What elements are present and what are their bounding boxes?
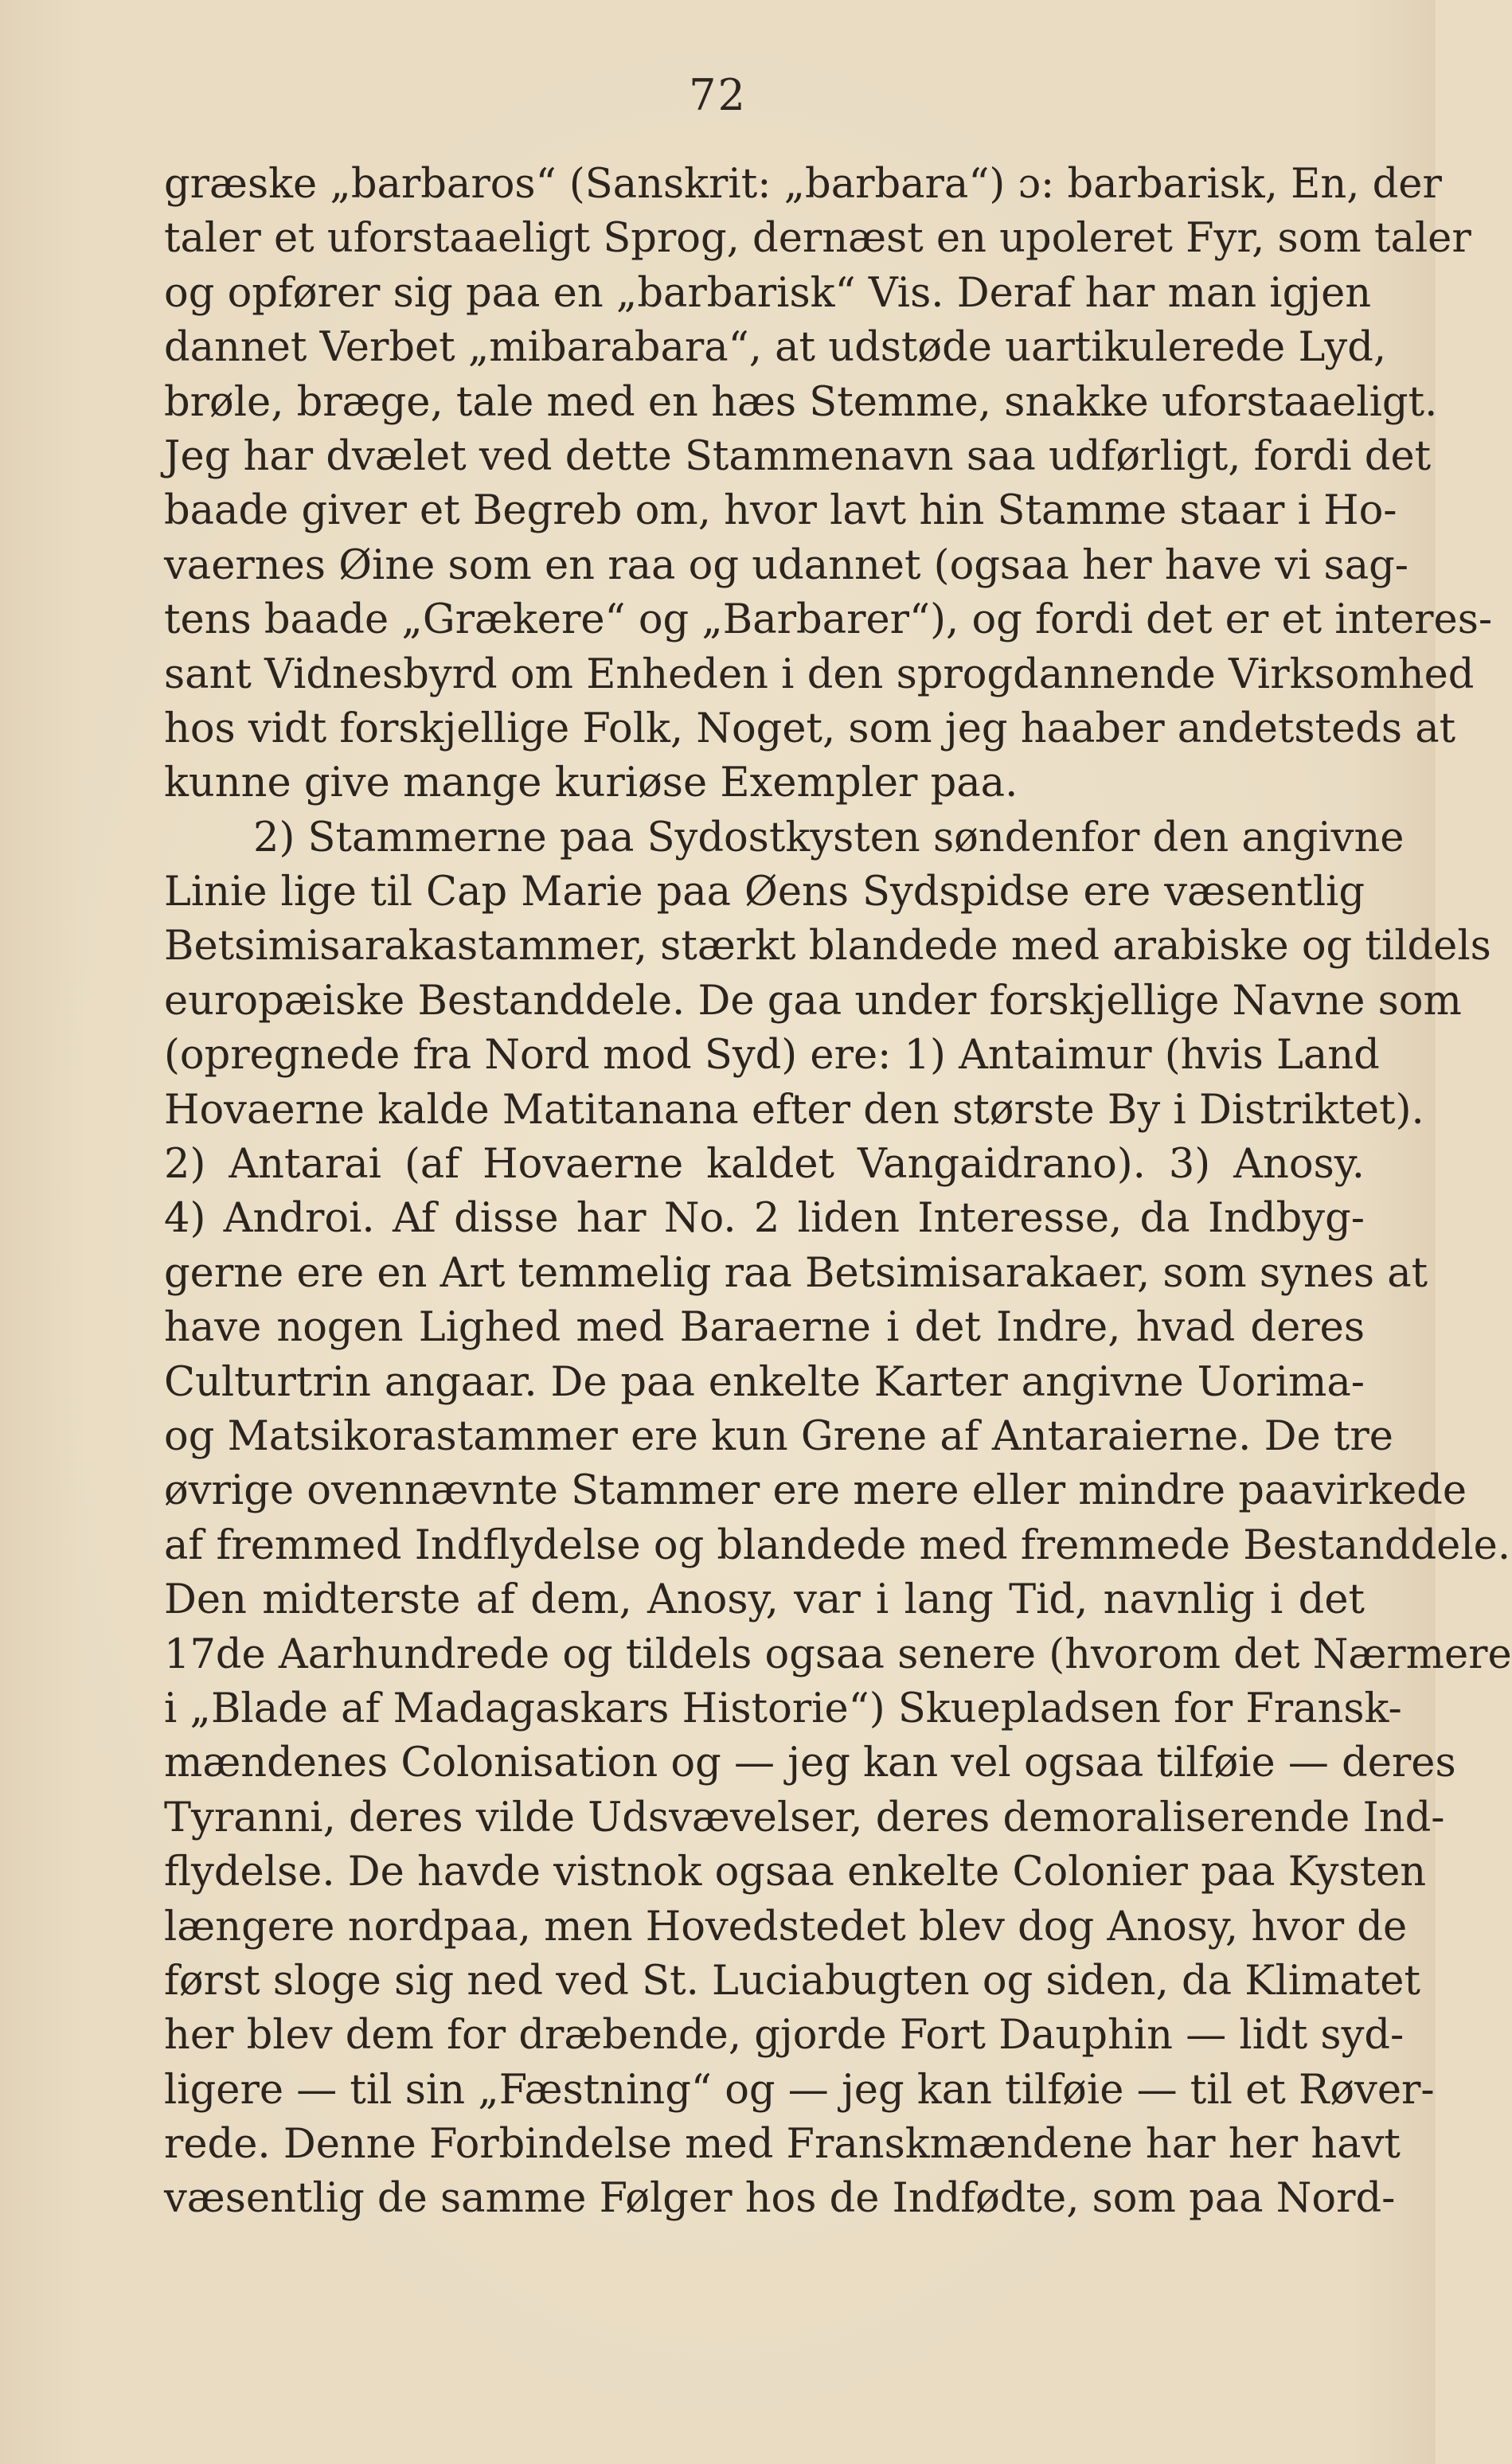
text-line: have nogen Lighed med Baraerne i det Indre, hvad deres [164,1304,1365,1352]
text-line: længere nordpaa, men Hovedstedet blev dog Anosy, hvor de [164,1903,1408,1951]
text-line: af fremmed Indflydelse og blandede med fremmede Bestanddele. [164,1521,1511,1569]
text-line: 17de Aarhundrede og tildels ogsaa senere (hvorom det Nærmere [164,1630,1512,1678]
page-number: 72 [689,70,747,120]
text-line: vaernes Øine som en raa og udannet (ogsaa her have vi sag- [164,541,1408,589]
text-line: brøle, bræge, tale med en hæs Stemme, snakke uforstaaeligt. [164,378,1438,426]
text-line: rede. Denne Forbindelse med Franskmændene har her havt [164,2121,1401,2169]
text-line: flydelse. De havde vistnok ogsaa enkelte Colonier paa Kysten [164,1849,1427,1896]
text-line: 4) Androi. Af disse har No. 2 liden Interesse, da Indbyg- [164,1195,1365,1243]
text-line: europæiske Bestanddele. De gaa under forskjellige Navne som [164,977,1462,1025]
text-line: Betsimisarakastammer, stærkt blandede med arabiske og tildels [164,923,1491,970]
text-line: her blev dem for dræbende, gjorde Fort Dauphin — lidt syd- [164,2012,1405,2060]
text-line: væsentlig de samme Følger hos de Indfødte, som paa Nord- [164,2175,1396,2223]
text-line: 2) Stammerne paa Sydostkysten søndenfor den angivne [253,814,1405,861]
text-line: og opfører sig paa en „barbarisk“ Vis. Deraf har man igjen [164,269,1372,317]
text-line: Tyranni, deres vilde Udsvævelser, deres demoraliserende Ind- [164,1794,1445,1841]
text-line: baade giver et Begreb om, hvor lavt hin Stamme staar i Ho- [164,487,1397,535]
text-line: gerne ere en Art temmelig raa Betsimisarakaer, som synes at [164,1249,1428,1297]
text-line: 2) Antarai (af Hovaerne kaldet Vangaidrano). 3) Anosy. [164,1141,1365,1189]
text-line: Den midterste af dem, Anosy, var i lang Tid, navnlig i det [164,1576,1365,1624]
text-line: tens baade „Grækere“ og „Barbarer“), og fordi det er et interes- [164,596,1493,644]
text-line: Jeg har dvælet ved dette Stammenavn saa udførligt, fordi det [164,432,1432,480]
text-line: (opregnede fra Nord mod Syd) ere: 1) Antaimur (hvis Land [164,1032,1380,1080]
text-line: først sloge sig ned ved St. Luciabugten og siden, da Klimatet [164,1957,1420,2005]
text-line: mændenes Colonisation og — jeg kan vel ogsaa tilføie — deres [164,1740,1456,1787]
text-line: og Matsikorastammer ere kun Grene af Antaraierne. De tre [164,1412,1393,1460]
text-line: Linie lige til Cap Marie paa Øens Sydspidse ere væsentlig [164,869,1365,916]
text-line: dannet Verbet „mibarabara“, at udstøde uartikulerede Lyd, [164,324,1387,372]
text-line: hos vidt forskjellige Folk, Noget, som jeg haaber andetsteds at [164,705,1456,752]
text-line: Culturtrin angaar. De paa enkelte Karter angivne Uorima- [164,1358,1365,1406]
text-line: i „Blade af Madagaskars Historie“) Skuepladsen for Fransk- [164,1685,1402,1732]
text-line: øvrige ovennævnte Stammer ere mere eller mindre paavirkede [164,1467,1467,1515]
text-line: ligere — til sin „Fæstning“ og — jeg kan tilføie — til et Røver- [164,2066,1435,2114]
text-line: græske „barbaros“ (Sanskrit: „barbara“) ɔ: barbarisk, En, der [164,161,1442,208]
text-line: kunne give mange kuriøse Exempler paa. [164,760,1018,807]
body-text [164,158,1512,2227]
text-line: taler et uforstaaeligt Sprog, dernæst en upoleret Fyr, som taler [164,215,1471,263]
text-line: Hovaerne kalde Matitanana efter den største By i Distriktet). [164,1086,1424,1134]
text-line: sant Vidnesbyrd om Enheden i den sprogdannende Virksomhed [164,650,1475,698]
